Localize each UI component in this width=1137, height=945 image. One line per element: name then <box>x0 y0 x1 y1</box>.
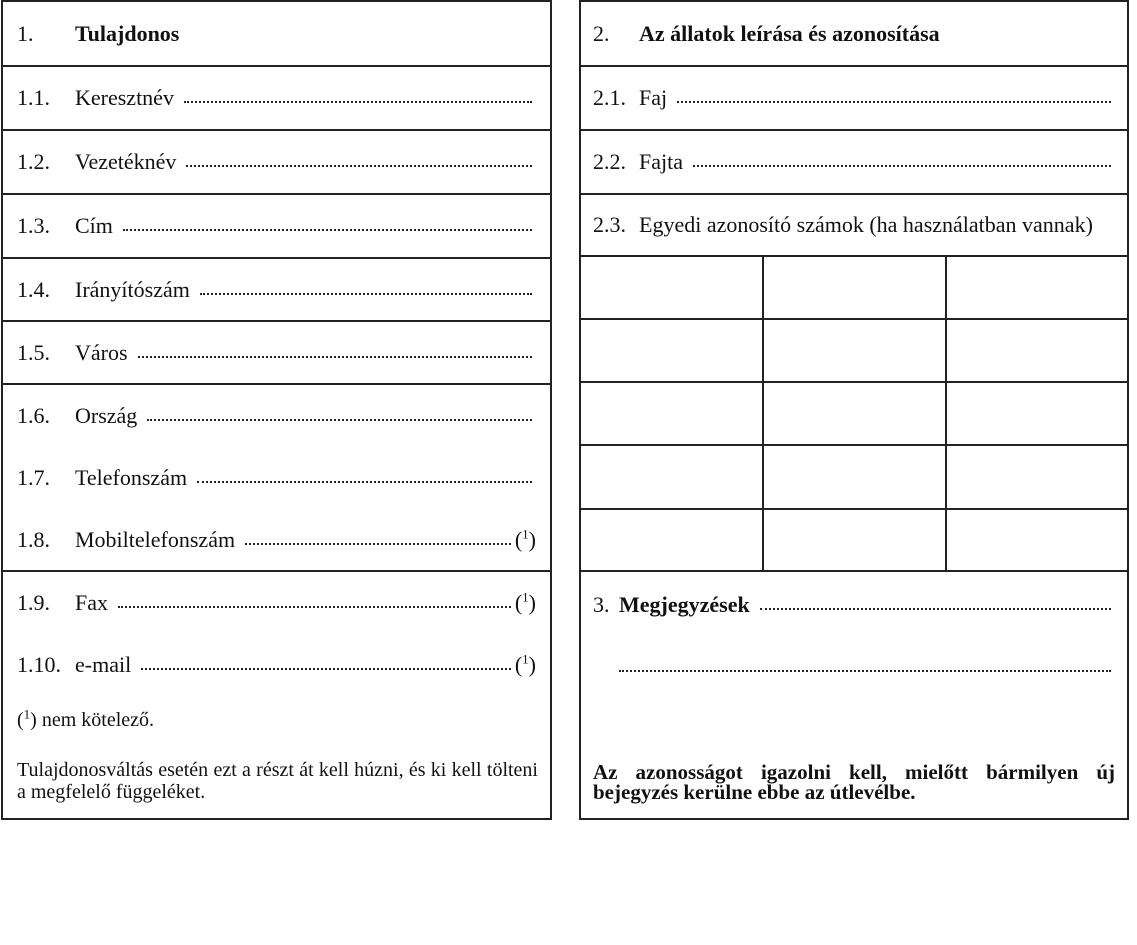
field-number: 1.1. <box>17 85 50 110</box>
field-label: Fax <box>75 590 108 615</box>
field-number: 1.3. <box>17 213 50 238</box>
animals-field-breed[interactable] <box>581 131 1127 193</box>
owner-section-title: Tulajdonos <box>75 20 180 46</box>
field-label: Keresztnév <box>75 85 174 110</box>
owner-field-email[interactable] <box>3 634 550 696</box>
id-number-cell[interactable] <box>581 257 764 320</box>
id-number-cell[interactable] <box>764 446 947 510</box>
identity-warning: Az azonosságot igazolni kell, mielőtt bármilyen új bejegyzés kerülne ebbe az útlevélbe. <box>593 760 1115 804</box>
fill-in-line[interactable] <box>200 293 532 295</box>
owner-field-city[interactable] <box>3 322 550 383</box>
fill-in-line[interactable] <box>184 101 532 103</box>
field-number: 1.4. <box>17 277 50 302</box>
fill-in-line[interactable] <box>147 419 532 421</box>
field-number: 1.9. <box>17 590 50 615</box>
id-number-cell[interactable] <box>947 257 1127 320</box>
field-number: 1.10. <box>17 652 61 677</box>
remarks-section-number: 3. <box>593 592 610 617</box>
field-label: Irányítószám <box>75 277 190 302</box>
fill-in-line[interactable] <box>693 165 1111 167</box>
id-numbers-grid <box>581 255 1127 572</box>
field-number: 1.6. <box>17 403 50 428</box>
optional-note: ($^1$) <box>514 651 536 677</box>
owner-field-first-name[interactable] <box>3 67 550 129</box>
id-number-cell[interactable] <box>947 510 1127 572</box>
animals-panel <box>579 0 1129 820</box>
fill-in-line[interactable] <box>197 481 532 483</box>
id-number-cell[interactable] <box>581 383 764 446</box>
fill-in-line[interactable] <box>245 543 511 545</box>
field-number: 1.5. <box>17 339 50 365</box>
fill-in-line[interactable] <box>760 608 1111 610</box>
id-number-cell[interactable] <box>581 510 764 572</box>
id-number-cell[interactable] <box>581 320 764 383</box>
field-label: Vezetéknév <box>75 149 177 174</box>
owner-field-last-name[interactable] <box>3 131 550 193</box>
animals-field-species[interactable] <box>581 67 1127 129</box>
owner-field-mobile[interactable] <box>3 509 550 570</box>
footnote: ($^1$) nem kötelező. <box>17 706 155 731</box>
field-number: 1.2. <box>17 149 50 174</box>
owner-field-country[interactable] <box>3 385 550 447</box>
id-number-cell[interactable] <box>947 383 1127 446</box>
owner-header <box>3 2 550 65</box>
optional-note: ($^1$) <box>514 526 536 552</box>
field-label: Faj <box>639 85 668 110</box>
fill-in-line[interactable] <box>123 229 532 231</box>
owner-field-fax[interactable] <box>3 572 550 634</box>
id-number-cell[interactable] <box>764 510 947 572</box>
field-label: Fajta <box>639 149 683 174</box>
remarks-header[interactable] <box>581 574 1127 636</box>
id-number-cell[interactable] <box>947 320 1127 383</box>
field-label: Város <box>75 339 128 365</box>
field-label: Egyedi azonosító számok (ha használatban vannak) <box>639 212 1093 237</box>
field-number: 1.8. <box>17 526 50 552</box>
animals-id-numbers-label <box>581 195 1127 255</box>
id-number-cell[interactable] <box>947 446 1127 510</box>
owner-field-postcode[interactable] <box>3 259 550 321</box>
animals-header <box>581 2 1127 65</box>
owner-panel <box>1 0 552 820</box>
field-label: e-mail <box>75 652 132 677</box>
id-number-cell[interactable] <box>764 320 947 383</box>
field-number: 2.1. <box>593 85 626 110</box>
field-number: 1.7. <box>17 465 50 490</box>
owner-field-phone[interactable] <box>3 447 550 509</box>
footnote-marker: 1 <box>23 706 31 722</box>
fill-in-line[interactable] <box>186 165 532 167</box>
field-label: Mobiltelefonszám <box>75 526 236 552</box>
field-label: Telefonszám <box>75 465 188 490</box>
owner-section-number: 1. <box>17 20 34 46</box>
remarks-line[interactable] <box>581 636 1127 698</box>
footnote-text: nem kötelező. <box>41 709 155 731</box>
animals-section-title: Az állatok leírása és azonosítása <box>639 20 940 46</box>
fill-in-line[interactable] <box>118 606 511 608</box>
owner-change-note: Tulajdonosváltás esetén ezt a részt át kell húzni, és ki kell tölteni a megfelelő függeléket. <box>17 759 538 803</box>
field-label: Ország <box>75 403 138 428</box>
field-number: 2.2. <box>593 149 626 174</box>
field-label: Cím <box>75 213 113 238</box>
id-number-cell[interactable] <box>764 383 947 446</box>
fill-in-line[interactable] <box>141 668 511 670</box>
animals-section-number: 2. <box>593 20 610 46</box>
fill-in-line[interactable] <box>138 356 532 358</box>
owner-field-address[interactable] <box>3 195 550 257</box>
id-number-cell[interactable] <box>581 446 764 510</box>
fill-in-line[interactable] <box>619 670 1111 672</box>
id-number-cell[interactable] <box>764 257 947 320</box>
remarks-section-title: Megjegyzések <box>619 592 750 617</box>
field-number: 2.3. <box>593 212 626 237</box>
optional-note: ($^1$) <box>514 589 536 615</box>
fill-in-line[interactable] <box>677 101 1111 103</box>
